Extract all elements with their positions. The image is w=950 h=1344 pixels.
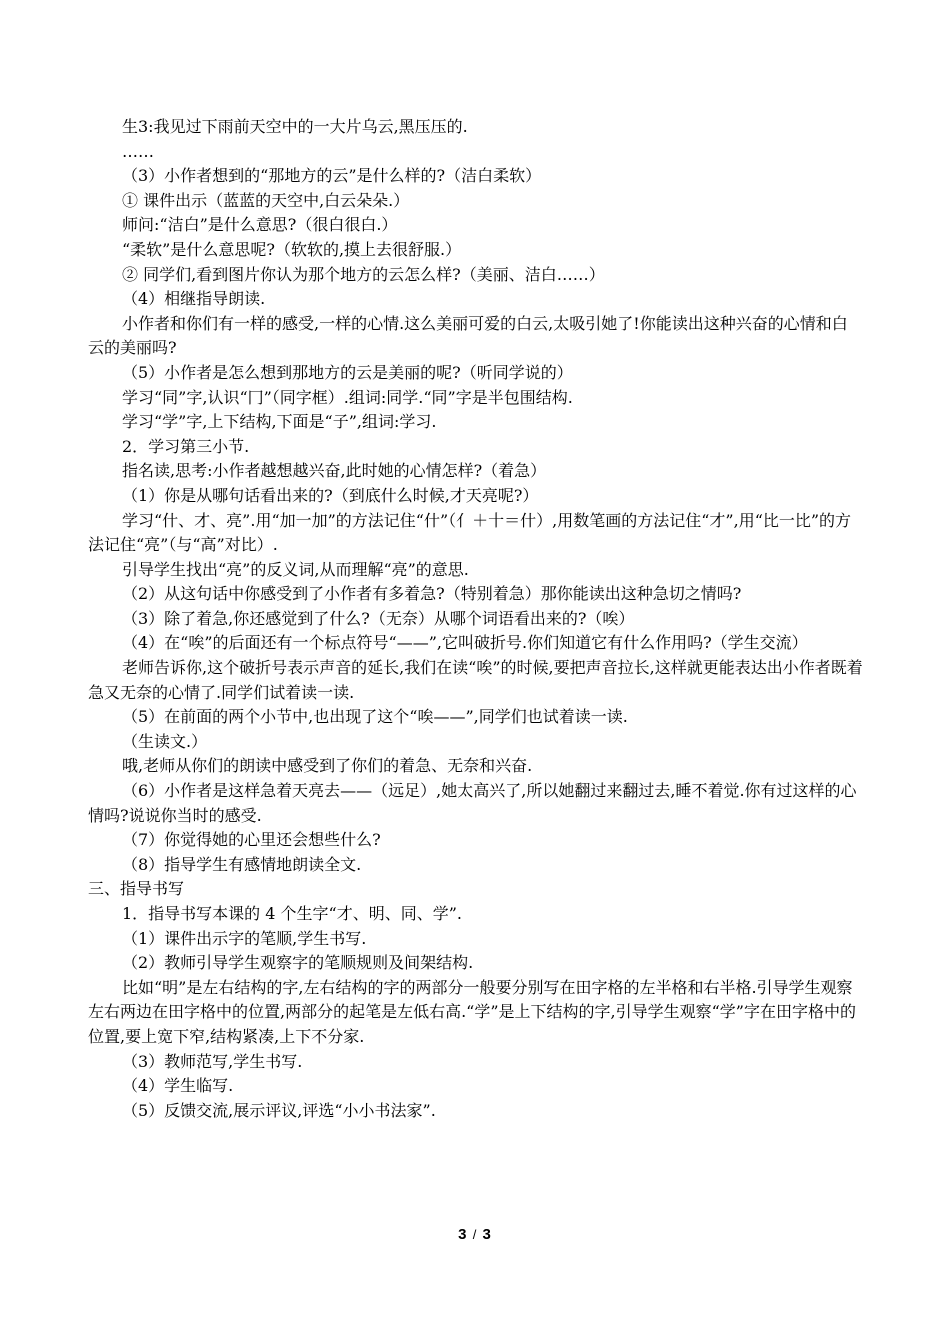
paragraph: （生读文.） <box>122 731 208 751</box>
paragraph: （1）你是从哪句话看出来的?（到底什么时候,才天亮呢?） <box>122 485 539 505</box>
paragraph: ① 课件出示（蓝蓝的天空中,白云朵朵.） <box>122 190 410 210</box>
paragraph: 哦,老师从你们的朗读中感受到了你们的着急、无奈和兴奋. <box>122 756 533 776</box>
paragraph: 老师告诉你,这个破折号表示声音的延长,我们在读“唉”的时候,要把声音拉长,这样就更能表达出小作者既着急又无奈的心情了.同学们试着读一读. <box>88 658 863 702</box>
paragraph: （6）小作者是这样急着天亮去——（远足）,她太高兴了,所以她翻过来翻过去,睡不着觉.你有过这样的心情吗?说说你当时的感受. <box>88 781 857 825</box>
paragraph: （5）小作者是怎么想到那地方的云是美丽的呢?（听同学说的） <box>122 362 573 382</box>
paragraph: 学习“什、才、亮”.用“加一加”的方法记住“什”（亻＋十＝什）,用数笔画的方法记住“才”,用“比一比”的方法记住“亮”（与“高”对比）. <box>88 510 852 555</box>
paragraph: （3）教师范写,学生书写. <box>122 1051 303 1071</box>
paragraph: 1．指导书写本课的 4 个生字“才、明、同、学”. <box>122 904 462 923</box>
paragraph: （1）课件出示字的笔顺,学生书写. <box>122 928 367 948</box>
paragraph: 2．学习第三小节. <box>122 436 250 456</box>
paragraph: （8）指导学生有感情地朗读全文. <box>122 854 362 874</box>
paragraph: 生3:我见过下雨前天空中的一大片乌云,黑压压的. <box>122 117 468 136</box>
paragraph: （4）相继指导朗读. <box>122 289 266 309</box>
paragraph: （5）在前面的两个小节中,也出现了这个“唉——”,同学们也试着读一读. <box>122 707 628 727</box>
paragraph: 引导学生找出“亮”的反义词,从而理解“亮”的意思. <box>122 559 469 579</box>
paragraph: （3）小作者想到的“那地方的云”是什么样的?（洁白柔软） <box>122 166 542 186</box>
paragraph: 比如“明”是左右结构的字,左右结构的字的两部分一般要分别写在田字格的左半格和右半格.引导学生观察左右两边在田字格中的位置,两部分的起笔是左低右高.“学”是上下结构的字,引导学生观察“学”字在田字格中的位置,要上宽下窄,结构紧凑,上下不分家. <box>88 977 856 1046</box>
paragraph: （7）你觉得她的心里还会想些什么? <box>122 830 381 850</box>
paragraph: 学习“同”字,认识“冂”（同字框）.组词:同学.“同”字是半包围结构. <box>122 387 573 407</box>
paragraph: （4）在“唉”的后面还有一个标点符号“——”,它叫破折号.你们知道它有什么作用吗?（学生交流） <box>122 633 808 653</box>
section-heading: 三、指导书写 <box>88 879 185 899</box>
paragraph: 小作者和你们有一样的感受,一样的心情.这么美丽可爱的白云,太吸引她了!你能读出这种兴奋的心情和白云的美丽吗? <box>88 313 848 358</box>
document-body <box>88 115 863 1123</box>
current-page-number: 3 <box>458 1226 468 1243</box>
paragraph: （5）反馈交流,展示评议,评选“小小书法家”. <box>122 1100 436 1120</box>
page-separator: / <box>472 1227 478 1242</box>
total-page-count: 3 <box>482 1226 492 1243</box>
paragraph: （3）除了着急,你还感觉到了什么?（无奈）从哪个词语看出来的?（唉） <box>122 608 635 628</box>
paragraph: （4）学生临写. <box>122 1076 234 1096</box>
paragraph: 指名读,思考:小作者越想越兴奋,此时她的心情怎样?（着急） <box>122 461 547 481</box>
paragraph: 师问:“洁白”是什么意思?（很白很白.） <box>122 215 398 235</box>
paragraph: 学习“学”字,上下结构,下面是“子”,组词:学习. <box>122 412 437 432</box>
paragraph: …… <box>122 141 154 161</box>
paragraph: （2）教师引导学生观察字的笔顺规则及间架结构. <box>122 953 474 973</box>
page-number <box>0 1226 950 1243</box>
paragraph: ② 同学们,看到图片你认为那个地方的云怎么样?（美丽、洁白……） <box>122 264 605 284</box>
paragraph: “柔软”是什么意思呢?（软软的,摸上去很舒服.） <box>122 239 462 259</box>
paragraph: （2）从这句话中你感受到了小作者有多着急?（特别着急）那你能读出这种急切之情吗? <box>122 584 742 604</box>
